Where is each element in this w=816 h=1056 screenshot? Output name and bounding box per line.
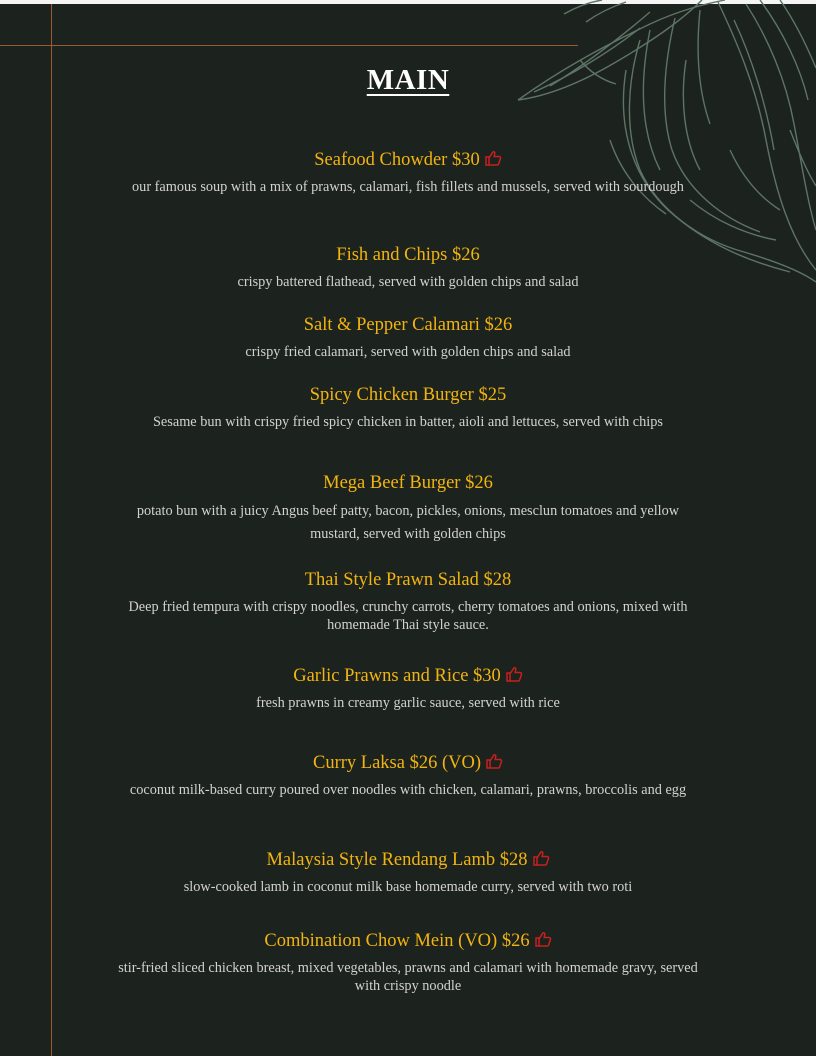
horizontal-rule [0,45,578,46]
item-description: Sesame bun with crispy fried spicy chicken in batter, aioli and lettuces, served with chips [152,414,663,430]
item-name: Seafood Chowder $30 [314,150,480,170]
item-name: Fish and Chips $26 [336,245,480,265]
menu-item [118,244,698,291]
item-description: stir-fried sliced chicken breast, mixed vegetables, prawns and calamari with homemade gravy, served with crispy noodle [118,960,698,994]
item-description: potato bun with a juicy Angus beef patty, bacon, pickles, onions, mesclun tomatoes and yellow mustard, served with golden chips [136,503,680,542]
menu-item [118,314,698,361]
item-description: fresh prawns in creamy garlic sauce, served with rice [256,695,560,711]
item-description: crispy battered flathead, served with golden chips and salad [237,274,579,290]
page-title: MAIN [366,64,450,96]
menu-item [118,930,698,995]
item-name: Curry Laksa $26 (VO) [313,753,481,773]
vertical-rule [51,4,52,1056]
item-name: Salt & Pepper Calamari $26 [303,315,513,335]
item-description: our famous soup with a mix of prawns, calamari, fish fillets and mussels, served with sourdough [132,179,684,195]
thumbs-up-icon [534,930,552,948]
thumbs-up-icon [485,752,503,770]
item-description: Deep fried tempura with crispy noodles, crunchy carrots, cherry tomatoes and onions, mixed with homemade Thai style sauce. [128,599,688,633]
item-name: Spicy Chicken Burger $25 [309,385,507,405]
item-name: Combination Chow Mein (VO) $26 [264,931,530,951]
thumbs-up-icon [532,849,550,867]
item-name: Malaysia Style Rendang Lamb $28 [266,850,528,870]
item-name: Garlic Prawns and Rice $30 [293,666,501,686]
item-description: coconut milk-based curry poured over noodles with chicken, calamari, prawns, broccolis and egg [129,782,687,798]
menu-item [118,752,698,799]
menu-item [118,665,698,712]
thumbs-up-icon [484,149,502,167]
menu-item [118,472,698,546]
item-name: Mega Beef Burger $26 [323,473,493,493]
menu-item [118,384,698,431]
item-description: crispy fried calamari, served with golden chips and salad [245,344,571,360]
menu-item [118,849,698,896]
menu-item [118,149,698,196]
thumbs-up-icon [505,665,523,683]
menu-item [118,569,698,634]
item-name: Thai Style Prawn Salad $28 [304,570,512,590]
item-description: slow-cooked lamb in coconut milk base homemade curry, served with two roti [183,879,633,895]
